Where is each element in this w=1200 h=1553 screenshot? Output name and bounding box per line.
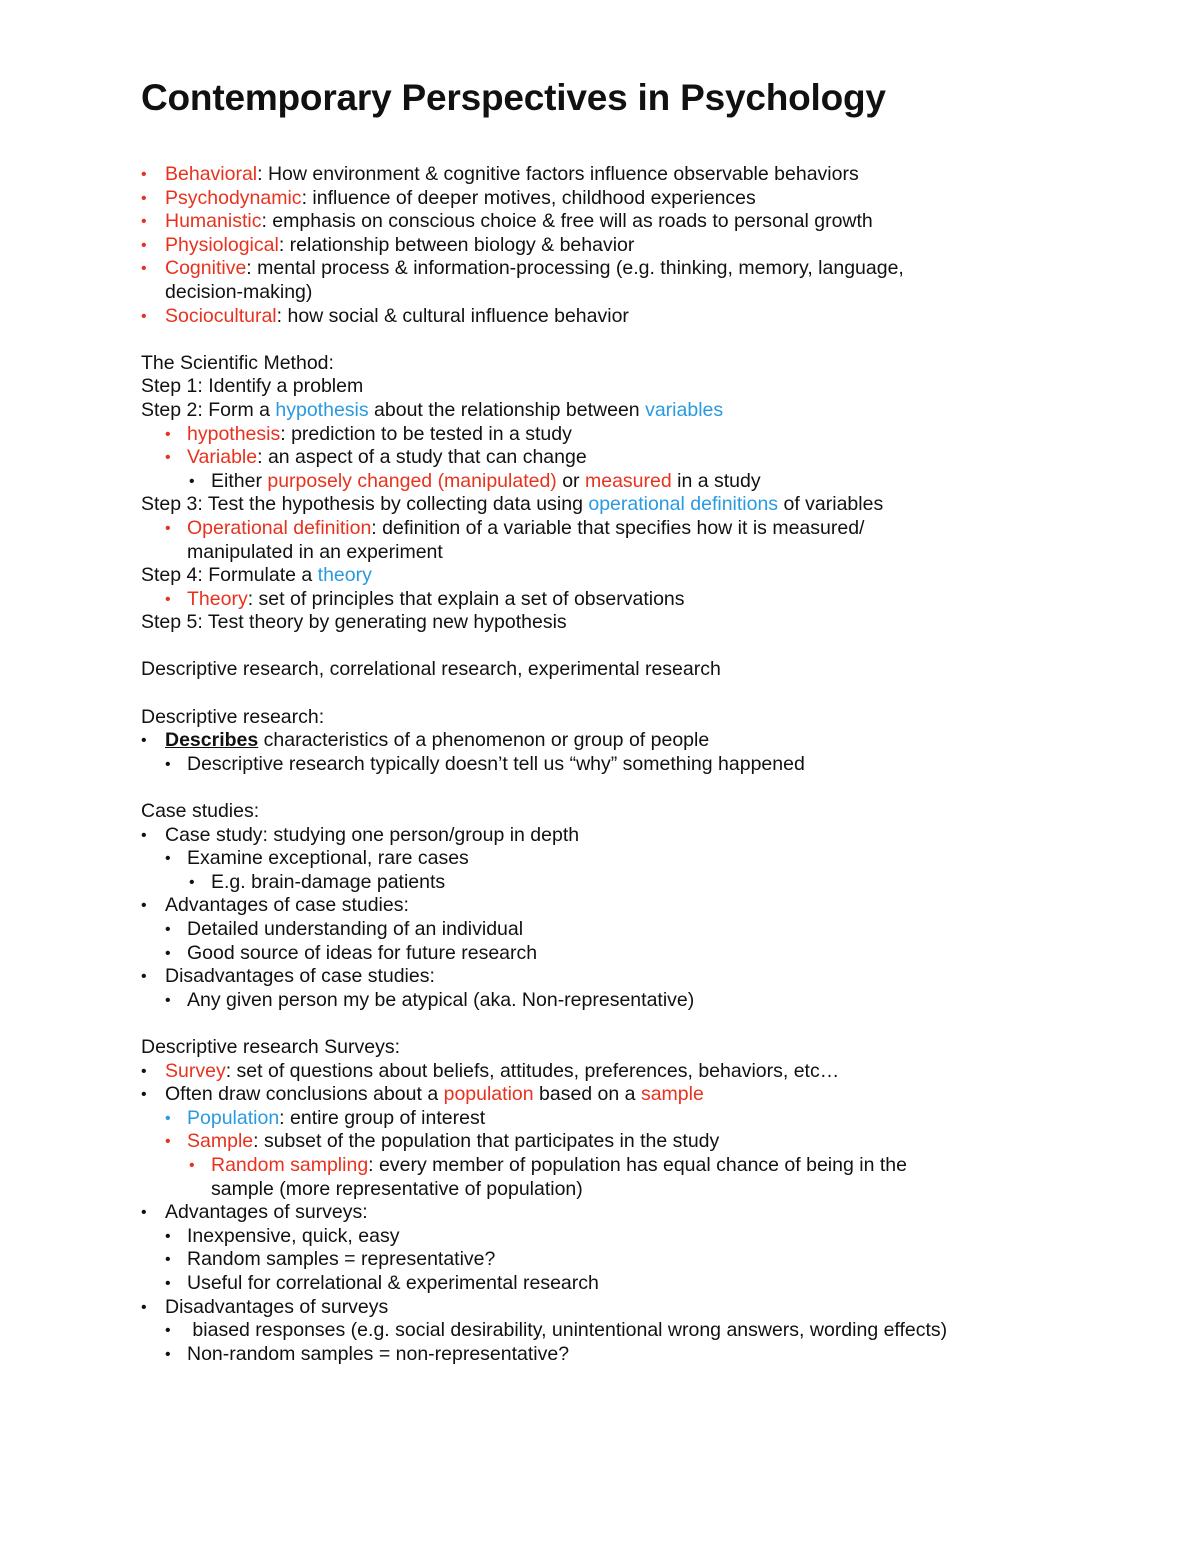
list-item xyxy=(141,1225,1081,1249)
spacer xyxy=(141,328,1081,352)
bullet-icon: • xyxy=(165,1133,171,1151)
bullet-icon: • xyxy=(141,307,147,325)
perspective-item xyxy=(141,187,1081,211)
term: Survey xyxy=(165,1059,226,1082)
highlight-term: operational definitions xyxy=(588,493,779,516)
definition: : How environment & cognitive factors influence observable behaviors xyxy=(257,163,859,185)
list-item xyxy=(141,1248,1081,1272)
list-item xyxy=(141,847,1081,871)
term: Psychodynamic xyxy=(165,186,302,209)
list-item xyxy=(141,894,1081,918)
definition-item xyxy=(141,1060,1081,1084)
bullet-icon: • xyxy=(141,826,147,844)
list-item xyxy=(141,729,1081,753)
page-title: Contemporary Perspectives in Psychology xyxy=(141,77,886,118)
definition: : relationship between biology & behavior xyxy=(278,233,635,256)
list-item xyxy=(141,1201,1081,1225)
spacer xyxy=(141,635,1081,659)
spacer xyxy=(141,1012,1081,1036)
highlight-term: hypothesis xyxy=(275,398,369,421)
sub-item xyxy=(141,470,1081,494)
text: characteristics of a phenomenon or group of people xyxy=(258,729,710,752)
bullet-icon: • xyxy=(141,260,147,278)
bullet-icon: • xyxy=(189,1156,195,1174)
term: Cognitive xyxy=(165,257,247,280)
highlight-term: variables xyxy=(645,398,724,421)
text: Detailed understanding of an individual xyxy=(187,918,524,940)
term: Variable xyxy=(187,446,258,469)
text: Advantages of surveys: xyxy=(165,1201,368,1224)
perspective-item xyxy=(141,305,1081,329)
bullet-icon: • xyxy=(165,425,171,443)
definition: : an aspect of a study that can change xyxy=(257,446,587,469)
step-3 xyxy=(141,493,1081,517)
term: Random sampling xyxy=(211,1153,369,1176)
bullet-icon: • xyxy=(165,1251,171,1269)
text: Either xyxy=(211,469,268,492)
text: Disadvantages of case studies: xyxy=(165,965,435,988)
definition: : every member of population has equal chance of being in the xyxy=(368,1153,907,1176)
perspective-item xyxy=(141,257,1081,281)
bullet-icon: • xyxy=(141,1062,147,1080)
bullet-icon: • xyxy=(141,732,147,750)
spacer xyxy=(141,776,1081,800)
definition: : subset of the population that participates in the study xyxy=(253,1130,720,1153)
list-item xyxy=(141,871,1081,895)
bullet-icon: • xyxy=(165,1109,171,1127)
text: Advantages of case studies: xyxy=(165,894,409,917)
definition: : set of questions about beliefs, attitudes, preferences, behaviors, etc… xyxy=(225,1059,840,1082)
definition: : how social & cultural influence behavior xyxy=(276,304,629,327)
list-item xyxy=(141,1343,1081,1367)
term: purposely changed (manipulated) xyxy=(267,469,557,492)
text: Random samples = representative? xyxy=(187,1248,496,1271)
continuation-line: sample (more representative of population) xyxy=(211,1177,583,1200)
definition-item xyxy=(141,588,1081,612)
text: or xyxy=(556,469,585,492)
definition-item xyxy=(141,1154,1081,1178)
bullet-icon: • xyxy=(141,1204,147,1222)
bullet-icon: • xyxy=(141,236,147,254)
definition: : definition of a variable that specifies how it is measured/ xyxy=(371,516,865,539)
continuation-line: manipulated in an experiment xyxy=(187,540,443,563)
bullet-icon: • xyxy=(141,1086,147,1104)
list-item xyxy=(141,1319,1081,1343)
perspective-item xyxy=(141,234,1081,258)
text: Examine exceptional, rare cases xyxy=(187,847,469,870)
bullet-icon: • xyxy=(141,166,147,183)
text: Step 3: Test the hypothesis by collecting data using xyxy=(141,493,589,516)
text: Often draw conclusions about a xyxy=(165,1083,444,1106)
list-item xyxy=(141,918,1081,942)
bullet-icon: • xyxy=(141,213,147,231)
section-heading: Descriptive research: xyxy=(141,705,325,728)
text: based on a xyxy=(533,1083,641,1106)
list-item xyxy=(141,1296,1081,1320)
perspective-item xyxy=(141,163,1081,187)
list-item xyxy=(141,989,1081,1013)
step-4 xyxy=(141,564,1081,588)
term: Behavioral xyxy=(165,163,258,185)
research-types: Descriptive research, correlational research, experimental research xyxy=(141,658,721,681)
definition: : prediction to be tested in a study xyxy=(280,422,572,445)
term: measured xyxy=(584,469,672,492)
definition: : emphasis on conscious choice & free will as roads to personal growth xyxy=(261,210,873,233)
definition-item xyxy=(141,1107,1081,1131)
definition: : entire group of interest xyxy=(279,1106,486,1129)
section-heading: The Scientific Method: xyxy=(141,351,334,374)
bullet-icon: • xyxy=(165,1322,171,1340)
text: Any given person my be atypical (aka. Non-representative) xyxy=(187,988,695,1011)
bullet-icon: • xyxy=(141,897,147,915)
term: Humanistic xyxy=(165,210,262,233)
list-item xyxy=(141,942,1081,966)
bullet-icon: • xyxy=(165,1227,171,1245)
definition-item xyxy=(141,423,1081,447)
text: about the relationship between xyxy=(368,398,646,421)
bullet-icon: • xyxy=(141,968,147,986)
bold-term: Describes xyxy=(165,729,259,752)
spacer xyxy=(141,682,1081,706)
bullet-icon: • xyxy=(165,519,171,537)
bullet-icon: • xyxy=(165,944,171,962)
definition: : mental process & information-processing (e.g. thinking, memory, language, xyxy=(246,257,904,280)
section-heading: Case studies: xyxy=(141,800,260,823)
bullet-icon: • xyxy=(165,755,171,773)
step-1: Step 1: Identify a problem xyxy=(141,375,364,398)
term: Operational definition xyxy=(187,516,372,539)
bullet-icon: • xyxy=(165,921,171,938)
list-item xyxy=(141,1083,1081,1107)
continuation-line: decision-making) xyxy=(165,280,313,303)
definition-item xyxy=(141,446,1081,470)
term: Population xyxy=(187,1106,280,1129)
bullet-icon: • xyxy=(189,472,195,490)
text: E.g. brain-damage patients xyxy=(211,870,446,893)
text: of variables xyxy=(778,493,884,516)
bullet-icon: • xyxy=(141,189,147,207)
bullet-icon: • xyxy=(165,1345,171,1363)
step-5: Step 5: Test theory by generating new hypothesis xyxy=(141,611,567,634)
definition: : set of principles that explain a set of observations xyxy=(247,587,685,610)
text: Case study: studying one person/group in depth xyxy=(165,823,580,846)
text: Inexpensive, quick, easy xyxy=(187,1224,400,1247)
text: Non-random samples = non-representative? xyxy=(187,1342,570,1365)
bullet-icon: • xyxy=(165,850,171,868)
text: Good source of ideas for future research xyxy=(187,941,538,964)
section-heading: Descriptive research Surveys: xyxy=(141,1035,401,1058)
term: Physiological xyxy=(165,233,279,256)
term: Sample xyxy=(187,1130,254,1153)
definition-item xyxy=(141,1130,1081,1154)
term: Theory xyxy=(187,587,248,610)
list-item xyxy=(141,824,1081,848)
list-item xyxy=(141,753,1081,777)
text: Useful for correlational & experimental research xyxy=(187,1271,599,1294)
bullet-icon: • xyxy=(165,1274,171,1292)
term: Sociocultural xyxy=(165,304,277,327)
perspective-item xyxy=(141,210,1081,234)
bullet-icon: • xyxy=(165,590,171,608)
list-item xyxy=(141,965,1081,989)
bullet-icon: • xyxy=(165,449,171,467)
term: hypothesis xyxy=(187,422,281,445)
bullet-icon: • xyxy=(141,1298,147,1316)
highlight-term: theory xyxy=(317,564,372,587)
text: Descriptive research typically doesn’t tell us “why” something happened xyxy=(187,752,805,775)
text: Step 4: Formulate a xyxy=(141,564,318,587)
list-item xyxy=(141,1272,1081,1296)
text: in a study xyxy=(671,469,761,492)
text: Step 2: Form a xyxy=(141,398,276,421)
term: sample xyxy=(640,1083,704,1106)
definition: : influence of deeper motives, childhood experiences xyxy=(301,186,756,209)
bullet-icon: • xyxy=(189,873,195,891)
definition-item xyxy=(141,517,1081,541)
term: population xyxy=(443,1083,534,1106)
text: biased responses (e.g. social desirability, unintentional wrong answers, wording effects) xyxy=(187,1319,948,1342)
bullet-icon: • xyxy=(165,991,171,1009)
step-2 xyxy=(141,399,1081,423)
notes-body xyxy=(141,163,1081,1366)
text: Disadvantages of surveys xyxy=(165,1295,389,1318)
